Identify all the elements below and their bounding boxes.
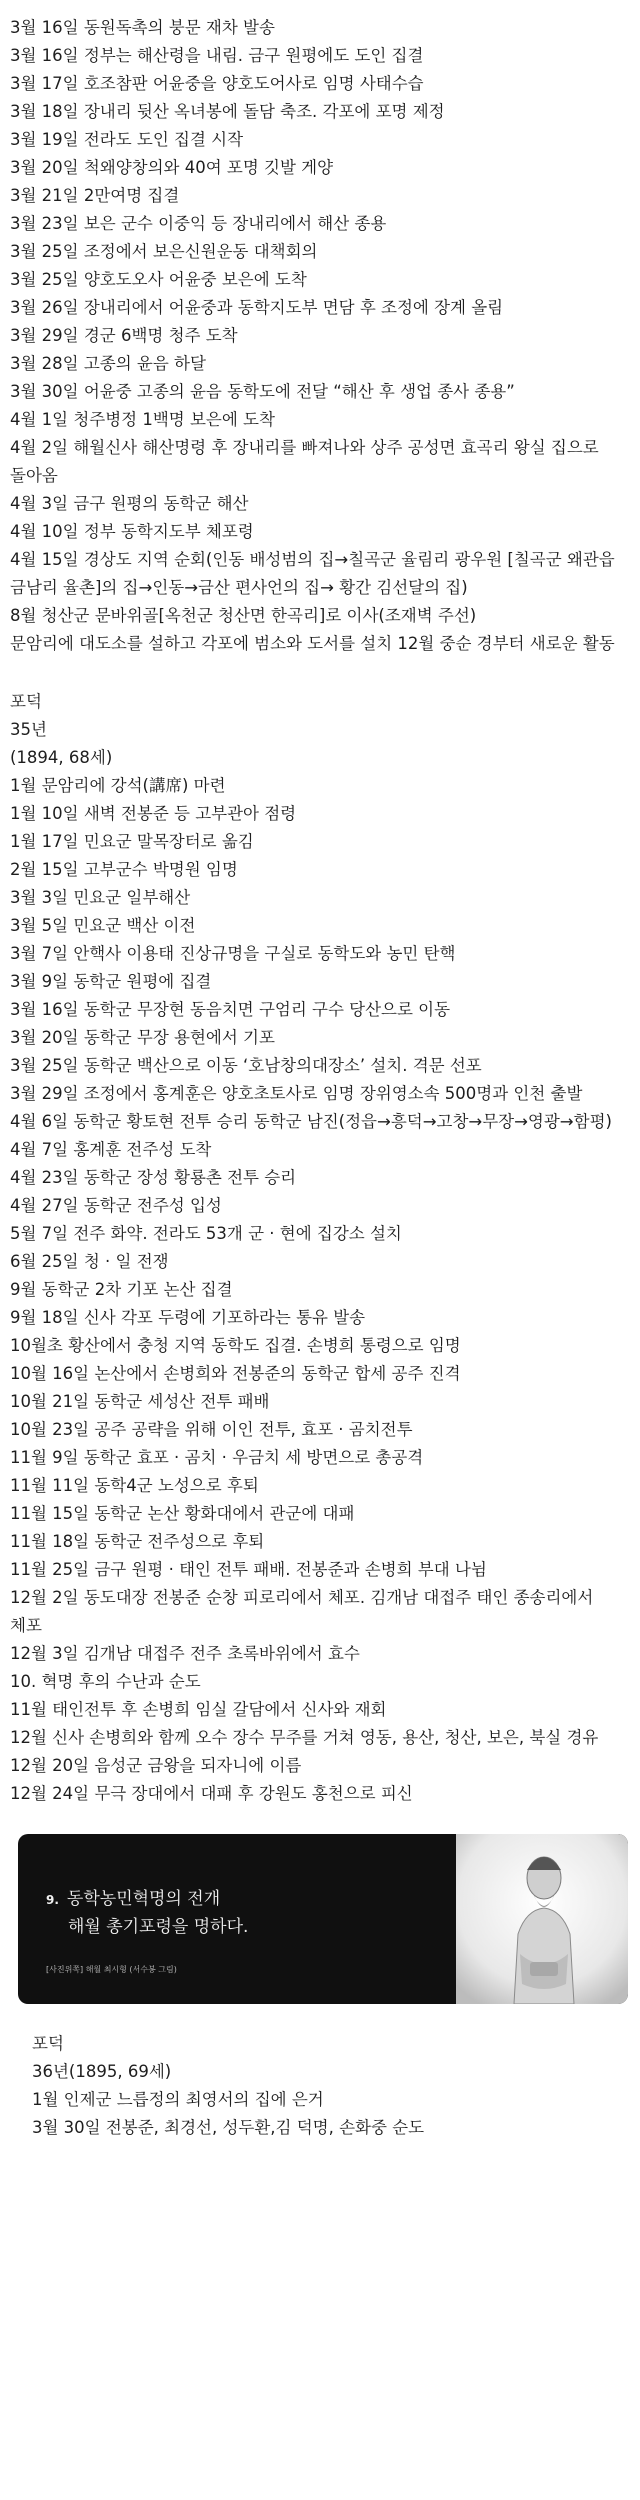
timeline-entry: 4월 2일 해월신사 해산명령 후 장내리를 빠져나와 상주 공성면 효곡리 왕실 집으로 [10, 438, 599, 457]
year-header-1895 [32, 2030, 630, 2086]
timeline-entry: 3월 30일 전봉준, 최경선, 성두환,김 덕명, 손화중 순도 [32, 2118, 425, 2137]
timeline-entry: 돌아옴 [10, 466, 58, 485]
timeline-entry: 10월 21일 동학군 세성산 전투 패배 [10, 1392, 270, 1411]
timeline-entry: 3월 17일 호조참판 어윤중을 양호도어사로 임명 사태수습 [10, 74, 424, 93]
timeline-entry: 10. 혁명 후의 수난과 순도 [10, 1672, 201, 1691]
timeline-1894 [10, 772, 630, 1808]
timeline-entry: 3월 5일 민요군 백산 이전 [10, 916, 196, 935]
timeline-entry: 12월 신사 손병희와 함께 오수 장수 무주를 거쳐 영동, 용산, 청산, 보은, 북실 경유 [10, 1728, 599, 1747]
timeline-entry: 10월 23일 공주 공략을 위해 이인 전투, 효포 · 곰치전투 [10, 1420, 413, 1439]
timeline-entry: 12월 2일 동도대장 전봉준 순창 피로리에서 체포. 김개남 대접주 태인 종송리에서 체포 [10, 1588, 594, 1635]
banner-title-text: 동학농민혁명의 전개 [66, 1889, 221, 1909]
timeline-entry: 11월 9일 동학군 효포 · 곰치 · 우금치 세 방면으로 총공격 [10, 1448, 424, 1467]
timeline-entry: (1894, 68세) [10, 748, 113, 767]
timeline-entry: 12월 24일 무극 장대에서 대패 후 강원도 홍천으로 피신 [10, 1784, 413, 1803]
timeline-entry: 36년(1895, 69세) [32, 2062, 172, 2081]
timeline-entry: 1월 17일 민요군 말목장터로 옮김 [10, 832, 254, 851]
timeline-entry: 11월 태인전투 후 손병희 임실 갈담에서 신사와 재회 [10, 1700, 387, 1719]
timeline-entry: 3월 16일 동학군 무장현 동음치면 구엄리 구수 당산으로 이동 [10, 1000, 451, 1019]
timeline-entry: 3월 30일 어윤중 고종의 윤음 동학도에 전달 “해산 후 생업 종사 종용” [10, 382, 515, 401]
timeline-entry: 12월 20일 음성군 금왕을 되자니에 이름 [10, 1756, 302, 1775]
timeline-entry: 10월초 황산에서 충청 지역 동학도 집결. 손병희 통령으로 임명 [10, 1336, 461, 1355]
timeline-entry: 9월 18일 신사 각포 두령에 기포하라는 통유 발송 [10, 1308, 366, 1327]
timeline-entry: 11월 11일 동학4군 노성으로 후퇴 [10, 1476, 259, 1495]
timeline-entry: 3월 20일 동학군 무장 용현에서 기포 [10, 1028, 275, 1047]
year-header-1894 [10, 688, 630, 772]
timeline-entry: 3월 16일 동원독촉의 붕문 재차 발송 [10, 18, 275, 37]
timeline-entry: 6월 25일 청 · 일 전쟁 [10, 1252, 169, 1271]
timeline-entry: 11월 25일 금구 원평 · 태인 전투 패배. 전봉준과 손병희 부대 나뉨 [10, 1560, 487, 1579]
timeline-entry: 3월 25일 양호도오사 어윤중 보은에 도착 [10, 270, 307, 289]
timeline-entry: 1월 문암리에 강석(講席) 마련 [10, 776, 226, 795]
timeline-1893 [10, 14, 630, 658]
timeline-entry: 10월 16일 논산에서 손병희와 전봉준의 동학군 합세 공주 진격 [10, 1364, 461, 1383]
banner-caption: [사진위쪽] 해월 최시형 (서수봉 그림) [46, 1965, 177, 1974]
timeline-entry: 3월 7일 안핵사 이용태 진상규명을 구실로 동학도와 농민 탄핵 [10, 944, 456, 963]
timeline-entry: 1월 10일 새벽 전봉준 등 고부관아 점령 [10, 804, 297, 823]
timeline-entry: 3월 29일 경군 6백명 청주 도착 [10, 326, 238, 345]
timeline-entry: 포덕 [10, 692, 42, 711]
timeline-entry: 3월 9일 동학군 원평에 집결 [10, 972, 212, 991]
timeline-entry: 3월 25일 조정에서 보은신원운동 대책회의 [10, 242, 318, 261]
timeline-entry: 3월 20일 척왜양창의와 40여 포명 깃발 게양 [10, 158, 334, 177]
timeline-entry: 4월 10일 정부 동학지도부 체포령 [10, 522, 254, 541]
timeline-entry: 3월 28일 고종의 윤음 하달 [10, 354, 206, 373]
timeline-entry: 3월 19일 전라도 도인 집결 시작 [10, 130, 244, 149]
timeline-entry: 4월 23일 동학군 장성 황룡촌 전투 승리 [10, 1168, 297, 1187]
timeline-entry: 포덕 [32, 2034, 64, 2053]
timeline-entry: 9월 동학군 2차 기포 논산 집결 [10, 1280, 233, 1299]
spacer [10, 658, 630, 688]
timeline-entry: 1월 인제군 느릅정의 최영서의 집에 은거 [32, 2090, 324, 2109]
timeline-entry: 4월 27일 동학군 전주성 입성 [10, 1196, 222, 1215]
section-1895 [10, 2004, 630, 2142]
timeline-entry: 5월 7일 전주 화약. 전라도 53개 군 · 현에 집강소 설치 [10, 1224, 402, 1243]
timeline-entry: 3월 18일 장내리 뒷산 옥녀봉에 돌담 축조. 각포에 포명 제정 [10, 102, 445, 121]
timeline-entry: 4월 1일 청주병정 1백명 보은에 도착 [10, 410, 275, 429]
banner-number: 9. [46, 1893, 59, 1907]
timeline-entry: 3월 21일 2만여명 집결 [10, 186, 180, 205]
timeline-entry: 4월 6일 동학군 황토현 전투 승리 동학군 남진(정읍→흥덕→고창→무장→영광→함평) [10, 1112, 612, 1131]
timeline-entry: 3월 3일 민요군 일부해산 [10, 888, 191, 907]
timeline-entry: 3월 16일 정부는 해산령을 내림. 금구 원평에도 도인 집결 [10, 46, 424, 65]
timeline-entry: 12월 3일 김개남 대접주 전주 초록바위에서 효수 [10, 1644, 360, 1663]
timeline-entry: 3월 23일 보은 군수 이중익 등 장내리에서 해산 종용 [10, 214, 387, 233]
timeline-entry: 2월 15일 고부군수 박명원 임명 [10, 860, 238, 879]
timeline-entry: 11월 15일 동학군 논산 황화대에서 관군에 대패 [10, 1504, 355, 1523]
timeline-1895 [32, 2086, 630, 2142]
timeline-entry: 4월 15일 경상도 지역 순회(인동 배성범의 집→칠곡군 율림리 광우원 [칠곡군 왜관읍 금남리 율촌]의 집→인동→금산 편사언의 집→ 황간 김선달의 집) [10, 550, 615, 597]
timeline-entry: 8월 청산군 문바위골[옥천군 청산면 한곡리]로 이사(조재벽 주선) [10, 606, 477, 625]
timeline-entry: 35년 [10, 720, 47, 739]
banner-title [46, 1886, 248, 1913]
timeline-entry: 문암리에 대도소를 설하고 각포에 범소와 도서를 설치 12월 중순 경부터 새로운 활동 [10, 634, 615, 653]
timeline-entry: 3월 26일 장내리에서 어윤중과 동학지도부 면담 후 조정에 장계 올림 [10, 298, 504, 317]
timeline-entry: 4월 3일 금구 원평의 동학군 해산 [10, 494, 249, 513]
section-banner [18, 1834, 628, 2004]
timeline-entry: 3월 25일 동학군 백산으로 이동 ‘호남창의대장소’ 설치. 격문 선포 [10, 1056, 482, 1075]
timeline-entry: 4월 7일 홍계훈 전주성 도착 [10, 1140, 212, 1159]
portrait-illustration [456, 1834, 628, 2004]
timeline-entry: 3월 29일 조정에서 홍계훈은 양호초토사로 임명 장위영소속 500명과 인천 출발 [10, 1084, 583, 1103]
banner-text [46, 1886, 248, 1941]
timeline-entry: 11월 18일 동학군 전주성으로 후퇴 [10, 1532, 265, 1551]
banner-subtitle: 해월 총기포령을 명하다. [68, 1917, 249, 1937]
